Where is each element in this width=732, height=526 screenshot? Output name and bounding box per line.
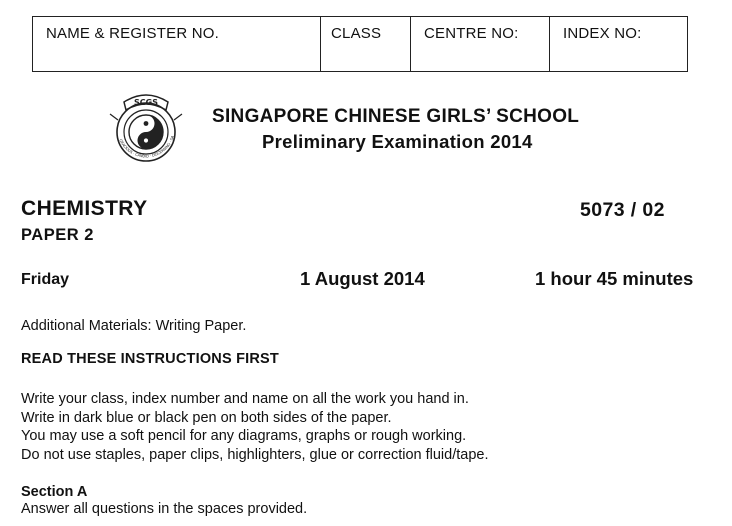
name-register-label: NAME & REGISTER NO. — [46, 25, 219, 42]
centre-no-label: CENTRE NO: — [424, 25, 519, 42]
class-label: CLASS — [331, 25, 382, 42]
instruction-line: Do not use staples, paper clips, highlighters, glue or correction fluid/tape. — [21, 446, 489, 463]
school-name: SINGAPORE CHINESE GIRLS’ SCHOOL — [212, 106, 580, 127]
instruction-line: Write your class, index number and name on all the work you hand in. — [21, 391, 469, 407]
instructions-list — [21, 390, 488, 464]
exam-date: 1 August 2014 — [300, 268, 425, 289]
paper-code: 5073 / 02 — [580, 199, 665, 221]
class-field[interactable] — [321, 17, 411, 71]
svg-text:GRACIOUS · CANDID · DISCERNING: GRACIOUS · CANDID · DISCERNING · DA — [118, 135, 175, 159]
instruction-line: You may use a soft pencil for any diagrams, graphs or rough working. — [21, 428, 467, 444]
subject-title: CHEMISTRY — [21, 197, 148, 220]
name-register-field[interactable] — [33, 17, 321, 71]
instructions-heading: READ THESE INSTRUCTIONS FIRST — [21, 351, 279, 367]
section-a-title: Section A — [21, 484, 88, 500]
section-a-instruction: Answer all questions in the spaces provided. — [21, 501, 308, 517]
instruction-line: Write in dark blue or black pen on both sides of the paper. — [21, 409, 392, 426]
exam-title: Preliminary Examination 2014 — [262, 131, 533, 152]
additional-materials: Additional Materials: Writing Paper. — [21, 318, 247, 334]
school-crest-logo — [104, 84, 188, 168]
paper-number: PAPER 2 — [21, 226, 94, 244]
index-no-label: INDEX NO: — [563, 25, 642, 42]
exam-day: Friday — [21, 271, 70, 288]
candidate-details-table — [32, 16, 688, 72]
centre-no-field[interactable] — [411, 17, 550, 71]
exam-duration: 1 hour 45 minutes — [535, 268, 694, 289]
index-no-field[interactable] — [550, 17, 687, 71]
svg-text:SCGS: SCGS — [134, 98, 158, 107]
